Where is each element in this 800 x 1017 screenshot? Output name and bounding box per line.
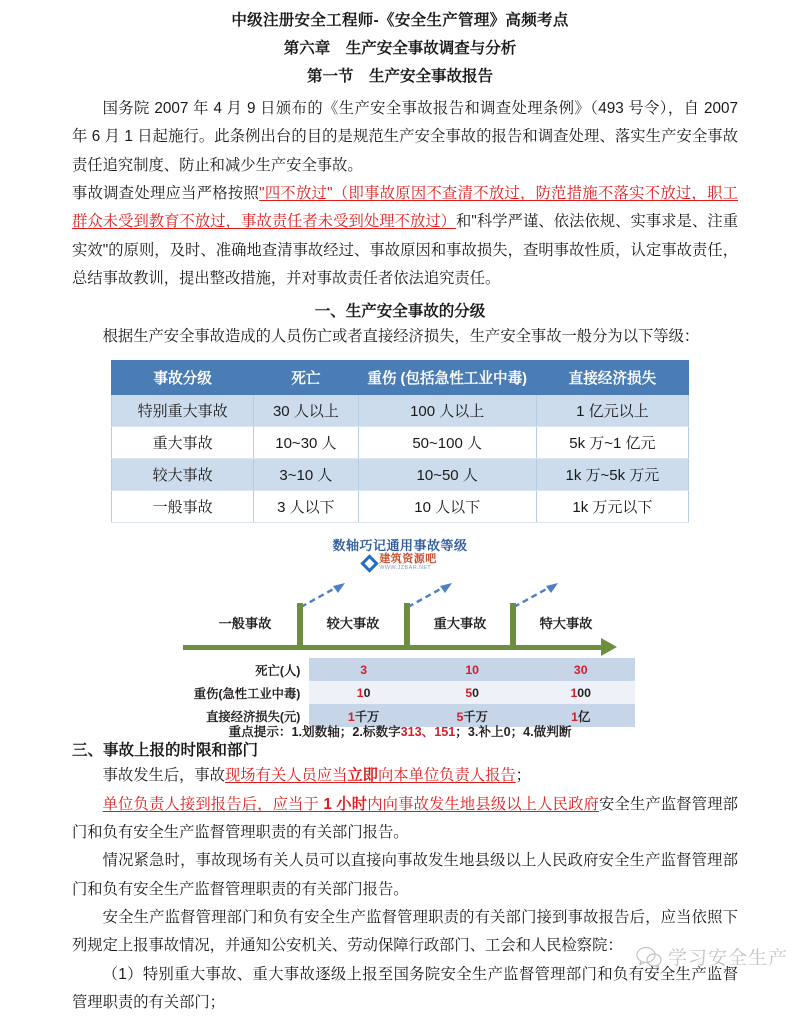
table-cell: 1k 万元以下 (536, 491, 688, 523)
paragraph-one-hour-report (0, 791, 800, 848)
p4-tail: 安全生产监督管理部门和负有安全生产监督管理职责的有关部门报告。 (72, 796, 738, 841)
dashed-arrow-icon (512, 581, 560, 609)
section-title: 第一节 生产安全事故报告 (0, 65, 800, 89)
figure-title: 数轴巧记通用事故等级 (165, 535, 635, 554)
figure-logo (165, 554, 635, 572)
figure-cell: 30 (526, 658, 635, 681)
table-row (165, 681, 635, 704)
table-row (112, 491, 689, 523)
figure-tip-prefix: 重点提示：1.划数轴；2.标数字 (229, 725, 401, 739)
table-cell: 一般事故 (112, 491, 254, 523)
table-cell: 10 人以下 (358, 491, 536, 523)
figure-cell: 1亿 (526, 704, 635, 727)
number-axis-line (183, 645, 603, 650)
figure-tip-numbers: 313、151 (401, 725, 456, 739)
segment-label-general: 一般事故 (193, 613, 297, 632)
figure-cell: 100 (526, 681, 635, 704)
p3-lead: 事故发生后，事故 (103, 767, 225, 784)
table-row (112, 459, 689, 491)
figure-cell: 3 (309, 658, 418, 681)
grading-lead-text: 根据生产安全事故造成的人员伤亡或者直接经济损失，生产安全事故一般分为以下等级： (0, 323, 800, 351)
paragraph-supervision-report: 安全生产监督管理部门和负有安全生产监督管理职责的有关部门接到事故报告后，应当依照下列规定上报事故情况，并通知公安机关、劳动保障行政部门、工会和人民检察院： (0, 904, 800, 961)
figure-key-tip (165, 721, 635, 740)
dashed-arrow-icon (406, 581, 454, 609)
number-line-figure (165, 535, 635, 730)
table-cell: 5k 万~1 亿元 (536, 427, 688, 459)
table-cell: 重大事故 (112, 427, 254, 459)
document-title: 中级注册安全工程师-《安全生产管理》高频考点 (0, 9, 800, 33)
table-cell: 10~30 人 (254, 427, 358, 459)
p4-red-1: 单位负责人接到报告后，应当于 (103, 796, 324, 813)
figure-cell: 10 (309, 681, 418, 704)
grading-heading: 一、生产安全事故的分级 (0, 299, 800, 321)
p2-red-detail: （即事故原因不查清不放过，防范措施不落实不放过，职工群众未受到教育不放过，事故责任者未受到处理不放过） (72, 185, 738, 230)
paragraph-item-1: （1）特别重大事故、重大事故逐级上报至国务院安全生产监督管理部门和负有安全生产监督管理职责的有关部门； (0, 961, 800, 1017)
table-cell: 特别重大事故 (112, 395, 254, 427)
table-cell: 1k 万~5k 万元 (536, 459, 688, 491)
paragraph-immediate-report (0, 762, 800, 790)
table-cell: 50~100 人 (358, 427, 536, 459)
figure-cell: 1千万 (309, 704, 418, 727)
table-cell: 1 亿元以上 (536, 395, 688, 427)
p3-red-bold: 立即 (347, 767, 378, 784)
grading-table-wrap (0, 360, 800, 523)
p2-tail-text: 和"科学严谨、依法依规、实事求是、注重实效"的原则，及时、准确地查清事故经过、事故原因和事故损失，查明事故性质，认定事故责任，总结事故教训，提出整改措施，并对事故责任者依法追究责任。 (72, 213, 738, 287)
figure-logo-main: 建筑资源吧 (379, 554, 437, 565)
figure-row-label: 死亡(人) (165, 658, 309, 681)
table-header-row (112, 361, 689, 395)
table-header-cell: 重伤 (包括急性工业中毒) (358, 361, 536, 395)
figure-row-label: 直接经济损失(元) (165, 704, 309, 727)
reporting-heading: 三、事故上报的时限和部门 (0, 738, 800, 760)
table-row (112, 427, 689, 459)
p2-red-quote: "四不放过" (259, 185, 333, 202)
table-header-cell: 事故分级 (112, 361, 254, 395)
axis-tick (510, 603, 516, 650)
figure-row-label: 重伤(急性工业中毒) (165, 681, 309, 704)
p3-red-2: 向本单位负责人报告 (378, 767, 516, 784)
figure-cell: 10 (418, 658, 527, 681)
chapter-title: 第六章 生产安全事故调查与分析 (0, 37, 800, 61)
table-cell: 10~50 人 (358, 459, 536, 491)
table-cell: 3 人以下 (254, 491, 358, 523)
p4-red-bold: 1 小时 (323, 796, 367, 813)
document-page (0, 9, 800, 988)
segment-label-extra-major: 特大事故 (516, 613, 616, 632)
figure-cell: 50 (418, 681, 527, 704)
paragraph-ordinance-intro: 国务院 2007 年 4 月 9 日颁布的《生产安全事故报告和调查处理条例》（493 号令），自 2007 年 6 月 1 日起施行。此条例出台的目的是规范生产安全事故的报告和调查处理、落实生产安全事故责任追究制度、防止和减少生产安全事故。 (0, 95, 800, 180)
diamond-logo-icon (361, 554, 379, 572)
figure-logo-text (379, 554, 437, 572)
table-header-cell: 直接经济损失 (536, 361, 688, 395)
paragraph-four-no-pass (0, 180, 800, 293)
watermark-text: 学习安全生产 (668, 943, 788, 970)
figure-value-table (165, 658, 635, 727)
table-header-cell: 死亡 (254, 361, 358, 395)
axis-arrow-icon (601, 638, 617, 656)
segment-label-large: 较大事故 (303, 613, 403, 632)
axis-tick (404, 603, 410, 650)
table-cell: 100 人以上 (358, 395, 536, 427)
figure-logo-sub: WWW.JZBAR.NET (379, 566, 437, 572)
p3-red-1: 现场有关人员应当 (225, 767, 347, 784)
figure-tip-suffix: ；3.补上0；4.做判断 (455, 725, 571, 739)
table-cell: 较大事故 (112, 459, 254, 491)
dashed-arrow-icon (299, 581, 347, 609)
table-cell: 30 人以上 (254, 395, 358, 427)
axis-tick (297, 603, 303, 650)
segment-label-major: 重大事故 (410, 613, 510, 632)
p3-tail: ； (516, 767, 531, 784)
accident-grading-table (111, 360, 689, 523)
paragraph-emergency-report: 情况紧急时，事故现场有关人员可以直接向事故发生地县级以上人民政府安全生产监督管理部门和负有安全生产监督管理职责的有关部门报告。 (0, 847, 800, 904)
figure-cell: 5千万 (418, 704, 527, 727)
p4-red-2: 内向事故发生地县级以上人民政府 (367, 796, 599, 813)
table-row (165, 658, 635, 681)
table-cell: 3~10 人 (254, 459, 358, 491)
table-row (112, 395, 689, 427)
p2-lead-text: 事故调查处理应当严格按照 (72, 185, 259, 202)
